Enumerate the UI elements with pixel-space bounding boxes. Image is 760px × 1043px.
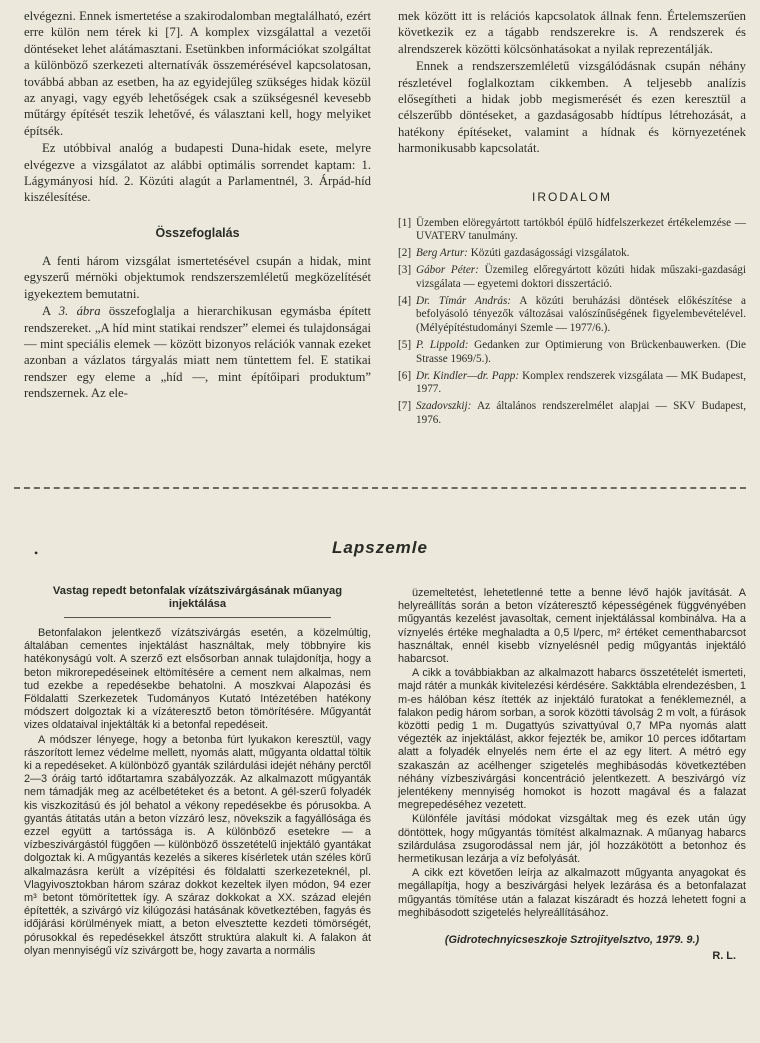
reference-number: [1]	[398, 216, 412, 229]
paragraph: Ennek a rendszerszemléletű vizsgálódásnak csupán néhány részletével foglalkoztam cikkemben. A teljesebb analízis elősegítheti a hidak jobb megismerését és ezen keresztül a célszerűbb döntéseket, a gazdaságosabb hídtípus létrehozását, a hatékony építéseket, valamint a hídnak és környezetének harmonikusabb kapcsolatát.	[398, 59, 746, 156]
paragraph: Különféle javítási módokat vizsgáltak meg és ezek után úgy döntöttek, hogy műgyantás tömítést alkalmaznak. A műanyag habarcs szilárdulása zsugorodással nem jár, jól hozzákötött a betonhoz és hermetikusan lezárja a víz befolyását.	[398, 813, 746, 866]
reference-item	[398, 339, 746, 367]
reference-author: P. Lippold:	[416, 339, 469, 352]
paragraph: A fenti három vizsgálat ismertetésével csupán a hidak, mint egyszerű mérnöki objektumok rendszerszemléletű megközelítését igyekeztem bemutatni.	[24, 253, 371, 301]
reference-item	[398, 400, 746, 428]
reference-text: Gedanken zur Optimierung von Brückenbauwerken. (Die Strasse 1969/5.).	[416, 339, 746, 365]
paragraph: Ez utóbbival analóg a budapesti Duna-hidak esete, melyre elvégezve a vizsgálatot az alábbi optimális sorrendet kaptam: 1. Lágymányosi híd. 2. Közúti alagút a Parlamentnél, 3. Árpád-híd kiszélesítése.	[24, 141, 371, 205]
reference-number: [7]	[398, 400, 412, 413]
author-initials: R. L.	[712, 950, 736, 963]
reference-author: Dr. Tímár András:	[416, 294, 512, 307]
reference-text: Az általános rendszerelmélet alapjai — SKV Budapest, 1976.	[416, 400, 746, 427]
reference-item	[398, 370, 746, 398]
article-left-column	[24, 585, 371, 958]
reference-number: [2]	[398, 247, 412, 260]
reference-author: Gábor Péter:	[416, 264, 479, 277]
references-heading: IRODALOM	[531, 189, 612, 204]
paragraph: A cikk ezt követően leírja az alkalmazott műgyanta anyagokat és megállapítja, hogy a beszivárgási helyek lezárása és a betonfalazat műgyantás tömítése után a falazat kiszáradt és hozzá lehetett fogni a meghibásodott szigetelés helyreállításához.	[398, 867, 746, 919]
reference-author: Dr. Kindler—dr. Papp:	[416, 369, 520, 382]
paragraph: A 3. ábra összefoglalja a hierarchikusan egymásba épített rendszereket. „A híd mint statikai rendszer” elemei és tulajdonságai — mint speciális elemek — között bizonyos relációk vannak ezeket azonban a vázlatos tárgyalás miatt nem tüntettem fel. E statikai rendszer egy eleme a „híd —, mint építőipari produktum” rendszernek. Az ele-	[24, 304, 372, 401]
summary-heading: Összefoglalás	[155, 225, 240, 240]
article-source: (Gidrotechnyicseszkoje Sztrojityelsztvo, 1979. 9.)	[444, 934, 700, 947]
paragraph: Betonfalakon jelentkező vízátszivárgás esetén, a közelmúltig, általában cementes injektálást használtak, mely többnyire kis hatékonyságú volt. A szerző ezt elsősorban annak tulajdonítja, hogy a beton mikrorepedéseinek eltömítésére a cement nem alkalmas, nem tud ezekbe a repedésekbe behatolni. A moszkvai Alapozási és Földalatti Szerkezetek Tudományos Kutató Intézetében hatékony módszert dolgoztak ki a vízáteresztő beton tömörítésére. Műgyantát vizes oldataival injektálták ki a betonfal repedéseit.	[24, 627, 371, 732]
bullet-mark: •	[34, 546, 39, 560]
reference-list	[398, 217, 746, 428]
reference-text: Komplex rendszerek vizsgálata — MK Budapest, 1977.	[416, 369, 746, 396]
title-underline	[64, 617, 331, 618]
paragraph: üzemeltetést, lehetetlenné tette a benne lévő hajók javítását. A helyreállítás során a beton vízáteresztő képességének függvényében műgyantás kezelést javasoltak, cement injektálással kombinálva. Ha a víznyelés értéke meghaladta a 0,5 l/perc, m² értéket cementhabarcsot használtak, ennél kisebb víznyelésnél pedig műgyantás injektáló habarcsot.	[398, 587, 746, 666]
reference-number: [6]	[398, 369, 412, 382]
reference-item	[398, 217, 746, 245]
reference-author: Berg Artur:	[416, 247, 468, 260]
left-column	[24, 8, 371, 402]
article-right-column	[398, 587, 746, 962]
paragraph: mek között itt is relációs kapcsolatok állnak fenn. Értelemszerűen következik ez a tágabb rendszerekre is. A rendszerek és alrendszerek közötti kölcsönhatásokat a nyilak reprezentálják.	[398, 9, 746, 56]
section-heading: Lapszemle	[332, 538, 428, 557]
reference-number: [4]	[398, 294, 412, 307]
reference-number: [3]	[398, 264, 412, 277]
paragraph: elvégezni. Ennek ismertetése a szakirodalomban megtalálható, ezért erre külön nem térek ki [7]. A komplex vizsgálattal a vezetői döntéseket lehet alátámasztani. Esetünkben információkat szolgáltat a különböző szerkezeti alternatívák összemérésével kapcsolatosan, továbbá abban az esetben, ha az egyidejűleg szükséges hidak közül az anyagi, vagy egyéb lehetőségek csak a szükségesnél kevesebb műtárgy építését teszik lehetővé, és választani kell, hogy melyiket építsék.	[24, 9, 371, 138]
paragraph: A módszer lényege, hogy a betonba fúrt lyukakon keresztül, vagy rászorított lemez védelme mellett, nyomás alatt, műgyanta oldattal töltik ki a repedéseket. A különböző gyanták szilárdulási idejét néhány perctől 2—3 óráig tartó időtartamra szabályozzák. Az alkalmazott műgyanták nem támadják meg az acélbetéteket és a betont. A gél-szerű folyadék kis viszkozitású és jól behatol a vékony repedésekbe és pórusokba. A gyantás átitatás után a beton vízzáró lesz, növekszik a fagyállósága és ezzel együtt a tartóssága is. A különböző esetekre — a vízbeszivárgástól függően — különböző összetételű injektáló gyantákat dolgoztak ki. A műgyantás kezelés a sikeres kísérletek után széles körű alkalmazásra került a vízépítési és földalatti szerkezeteknél, pl. Vlagyivosztokban három száraz dokkot kezeltek ilyen módon, 94 ezer m³ betont tömörítettek így. A száraz dokkokat a XX. század elején építették, a szivárgó víz kilúgozási hatásának következtében, fagyás és időjárási körülmények miatt, a beton elvesztette kezdeti tömörségét, pórusokkal és repedésekkel átszőtt struktúra alakult ki. A falakon át olyan mennyiségű víz szivárgott be, hogy zavarta a normális	[24, 733, 371, 957]
reference-author: Szadovszkij:	[416, 400, 472, 413]
reference-item	[398, 247, 746, 261]
article-title: Vastag repedt betonfalak vízátszivárgásának műanyag injektálása	[52, 585, 343, 610]
reference-number: [5]	[398, 339, 412, 352]
right-column	[398, 8, 746, 431]
reference-text: Üzemben elöregyártott tartókból épülő hídfelszerkezet értékelemzése — UVATERV tanulmány.	[416, 216, 746, 243]
reference-item	[398, 295, 746, 336]
reference-item	[398, 264, 746, 292]
figure-reference: 3. ábra	[58, 304, 101, 319]
reference-text: A közúti beruházási döntések előkészítése a befolyásoló tényezők változásai valószínűségének figyelembevételével. (Mélyépítéstudományi Szemle — 1977/6.).	[416, 294, 746, 335]
reference-text: Közúti gazdaságossági vizsgálatok.	[467, 247, 630, 260]
section-divider	[14, 487, 746, 489]
reference-text: Üzemileg előregyártott közúti hidak műszaki-gazdasági vizsgálata — egyetemi doktori disszertáció.	[416, 264, 746, 290]
paragraph: A cikk a továbbiakban az alkalmazott habarcs összetételét ismerteti, majd rátér a munkák kivitelezési kérdésére. Sakktábla elrendezésben, 1 m-es hálóban kész ítették az injektáló furatokat a fenéklemeznél, a falakon pedig három sorban, a sorok közötti távolság 2 m volt, a fúrások közötti pedig 1 m. Dugattyús szivattyúval 0,7 MPa nyomás alatt végezték az injektálást, akkor fejezték be, amikor 10 perces időtartam alatt a folyadék elnyelés nem érte el az egy litert. A métró egy szakaszán az acélhenger szigetelés meghibásodás következtében néhány vízbeszivárgási koncentráció jelentkezett. A beszivárgó víz jelentékeny mennyiség homokot is hozott magával és a falazat megrepedéséhez vezetett.	[398, 667, 746, 812]
